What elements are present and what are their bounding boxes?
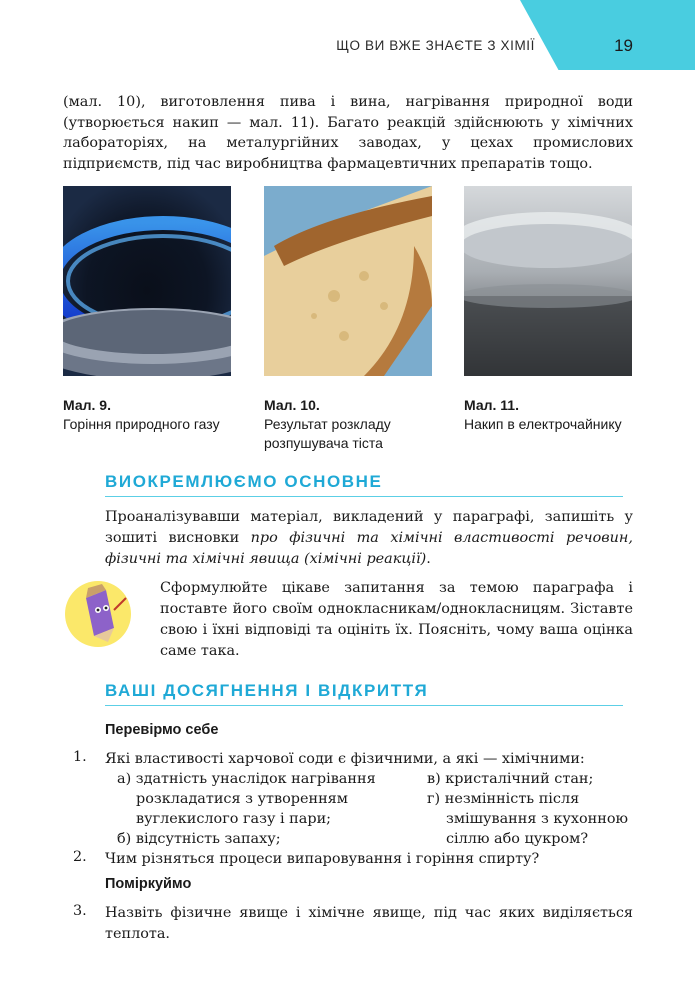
figure-caption-text: Горіння природного газу	[63, 416, 220, 432]
bread-photo	[264, 186, 432, 376]
task-paragraph: Сформулюйте цікаве запитання за темою параграфа і поставте його своїм однокласникам/однокласницям. Зіставте свою і їхні відповіді та оцініть їх. Поясніть, чому ваша оцінка саме така.	[160, 580, 633, 659]
question-number: 1.	[73, 749, 87, 765]
summary-text: Проаналізувавши матеріал, викладений у параграфі, запишіть у зошиті висновки	[105, 509, 633, 546]
figure-caption-text: Накип в електрочайнику	[464, 416, 622, 432]
answer-option-cont: вуглекислого газу і пари;	[136, 811, 332, 827]
figure-caption-text: Результат розкладу розпушувача тіста	[264, 416, 391, 451]
figure-label: Мал. 9.	[63, 397, 111, 413]
section-heading: ВАШІ ДОСЯГНЕННЯ І ВІДКРИТТЯ	[105, 681, 623, 706]
answer-option: а) здатність унаслідок нагрівання	[117, 771, 376, 787]
summary-paragraph	[105, 507, 633, 570]
figure-caption	[63, 396, 238, 434]
page-number: 19	[614, 36, 633, 55]
question-text: Чим різняться процеси випаровування і горіння спирту?	[105, 851, 540, 867]
intro-paragraph: (мал. 10), виготовлення пива і вина, нагрівання природної води (утворюється накип — мал. 11). Багато реакцій здійснюють у хімічних лабораторіях, на металургійних заводах, у цехах промислових підприємств, під час виробництва фармацевтичних препаратів тощо.	[63, 94, 633, 172]
figure-label: Мал. 10.	[264, 397, 320, 413]
figure-label: Мал. 11.	[464, 397, 519, 413]
kettle-scale-photo	[464, 186, 632, 376]
figure-caption	[264, 396, 439, 453]
answer-option-cont: змішування з кухонною	[446, 811, 629, 827]
question-text: Назвіть фізичне явище і хімічне явище, під час яких виділяється теплота.	[105, 905, 633, 942]
answer-option-cont: сіллю або цукром?	[446, 831, 589, 847]
page-number-tab	[520, 0, 695, 70]
figure-caption	[464, 396, 624, 434]
section-heading: ВИОКРЕМЛЮЄМО ОСНОВНЕ	[105, 472, 623, 497]
answer-option: в) кристалічний стан;	[427, 771, 594, 787]
question-number: 3.	[73, 903, 87, 919]
answer-option: г) незмінність після	[427, 791, 580, 807]
running-header-title: ЩО ВИ ВЖЕ ЗНАЄТЕ З ХІМІЇ	[336, 38, 535, 53]
pencil-character-icon	[64, 580, 132, 648]
subheading-check: Перевірмо себе	[105, 722, 219, 738]
question-text: Які властивості харчової соди є фізичними, а які — хімічними:	[105, 751, 585, 767]
answer-option: б) відсутність запаху;	[117, 831, 281, 847]
gas-flame-photo	[63, 186, 231, 376]
question-number: 2.	[73, 849, 87, 865]
subheading-think: Поміркуймо	[105, 876, 192, 892]
summary-end: .	[426, 551, 431, 567]
answer-option-cont: розкладатися з утворенням	[136, 791, 348, 807]
summary-italic-text: про фізичні та хімічні властивості речовин, фізичні та хімічні явища (хімічні реакції)	[105, 530, 633, 567]
